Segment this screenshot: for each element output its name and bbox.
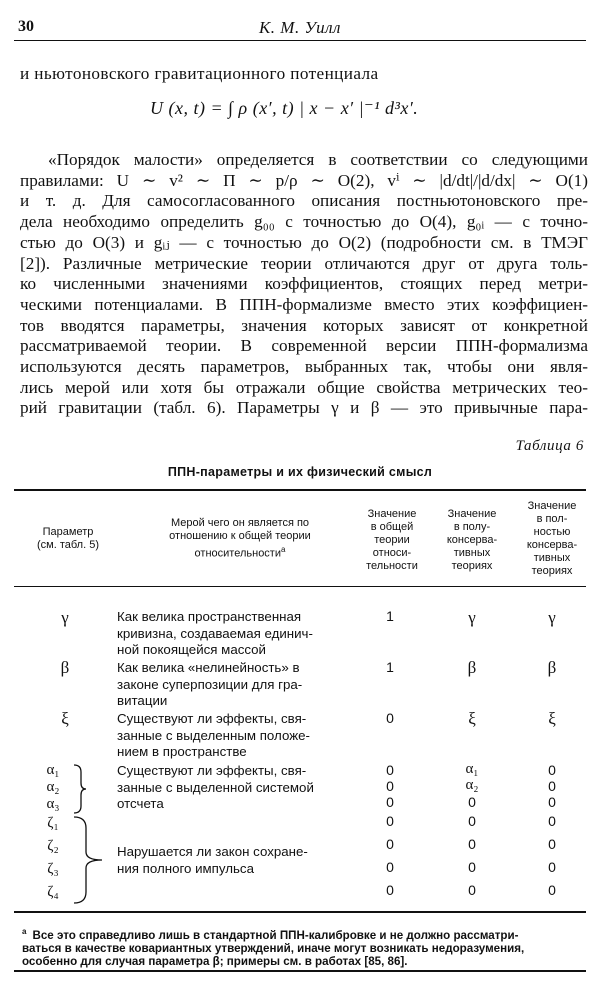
symbol-zeta4: ζ₄	[47, 884, 59, 900]
intro-line: и ньютоновского гравитационного потенциала	[20, 64, 379, 83]
value-gr-alpha3: 0	[386, 794, 394, 810]
running-head-author: К. М. Уилл	[259, 18, 341, 37]
value-full-alpha2: 0	[548, 778, 556, 794]
table-top-rule	[14, 489, 586, 491]
footnote-marker: а	[22, 927, 27, 936]
footnote-ref: а	[281, 545, 286, 554]
row-desc-beta: Как велика «нелинейность» в законе суперпозиции для гра- витации	[117, 660, 303, 708]
page-header	[14, 18, 586, 41]
symbol-gamma: γ	[61, 608, 69, 627]
paragraph-line: стью до O(3) и gᵢⱼ — с точностью до O(2) (подробности см. в ТМЭГ	[20, 232, 588, 252]
value-gr-gamma: 1	[386, 608, 394, 624]
paragraph-line: тов вводятся параметры, значения которых зависят от конкретной	[20, 315, 588, 335]
value-gr-zeta1: 0	[386, 813, 394, 829]
value-semi-beta: β	[467, 658, 477, 677]
value-semi-gamma: γ	[468, 608, 476, 627]
paragraph-line: используются десять параметров, выбранных так, чтобы они явля-	[20, 357, 588, 377]
table-header-rule	[14, 586, 586, 587]
paragraph-line: рассматриваемой теории. В современной версии ППН-формализма	[20, 336, 588, 356]
value-full-zeta4: 0	[548, 882, 556, 898]
symbol-zeta1: ζ₁	[47, 815, 59, 831]
symbol-zeta2: ζ₂	[47, 838, 59, 854]
value-gr-zeta2: 0	[386, 836, 394, 852]
value-semi-zeta1: 0	[468, 813, 476, 829]
paragraph-line: правилами: U ∼ v² ∼ Π ∼ p/ρ ∼ O(2), vⁱ ∼ |d/dt|/|d/dx| ∼ O(1)	[20, 170, 588, 190]
potential-formula: U (x, t) = ∫ ρ (x′, t) | x − x′ |⁻¹ d³x′.	[150, 98, 419, 118]
paragraph-line: «Порядок малости» определяется в соответствии со следующими	[48, 150, 588, 169]
symbol-beta: β	[60, 658, 70, 677]
row-desc-xi: Существуют ли эффекты, свя- занные с выделенным положе- нием в пространстве	[117, 711, 310, 759]
value-semi-zeta3: 0	[468, 859, 476, 875]
value-full-zeta2: 0	[548, 836, 556, 852]
table-footnote: $^а$ Все это справедливо лишь в стандартной ППН-калибровке и не должно рассматри- ваться в качестве ковариантных утверждений, иначе могут возникать недоразумения, особенно для случая параметра β; примеры см. в работах [85, 86].	[22, 927, 525, 969]
header-fully-conservative: Значение в пол- ностью консерва- тивных теориях	[526, 500, 578, 577]
value-full-alpha3: 0	[548, 794, 556, 810]
value-semi-alpha1: α₁	[465, 761, 479, 777]
value-semi-zeta2: 0	[468, 836, 476, 852]
row-desc-zeta: Нарушается ли закон сохране- ния полного импульса	[117, 844, 308, 876]
header-general-relativity: Значение в общей теории относи- тельности	[366, 508, 418, 572]
value-full-xi: ξ	[548, 709, 556, 728]
symbol-alpha1: α₁	[46, 762, 60, 778]
zeta-brace	[72, 816, 112, 904]
value-gr-beta: 1	[386, 659, 394, 675]
value-gr-zeta4: 0	[386, 882, 394, 898]
paragraph-line: [2]). Различные метрические теории отличаются друг от друга толь-	[20, 253, 588, 273]
value-semi-zeta4: 0	[468, 882, 476, 898]
value-semi-alpha2: α₂	[465, 777, 479, 793]
table-title: ППН-параметры и их физический смысл	[167, 465, 433, 479]
symbol-xi: ξ	[61, 709, 69, 728]
value-gr-alpha1: 0	[386, 762, 394, 778]
alpha-brace	[72, 764, 88, 814]
value-semi-xi: ξ	[468, 709, 476, 728]
paragraph-line: лись мерой или хотя бы отражали общие свойства метрических тео-	[20, 377, 588, 397]
paragraph-line: и т. д. Для самосогласованного описания постньютоновского пре-	[20, 191, 588, 211]
body-paragraph	[20, 150, 588, 419]
value-gr-xi: 0	[386, 710, 394, 726]
value-full-zeta3: 0	[548, 859, 556, 875]
row-desc-gamma: Как велика пространственная кривизна, создаваемая единич- ной покоящейся массой	[117, 609, 313, 657]
header-parameter: Параметр (см. табл. 5)	[37, 526, 99, 551]
header-semi-conservative: Значение в полу- консерва- тивных теориях	[446, 508, 498, 572]
paragraph-line: дела необходимо определить g₀₀ с точностью до O(4), g₀ᵢ — с точно-	[20, 212, 588, 232]
row-desc-alpha: Существуют ли эффекты, свя- занные с выделенной системой отсчета	[117, 763, 314, 811]
value-gr-alpha2: 0	[386, 778, 394, 794]
paragraph-line: рий гравитации (табл. 6). Параметры γ и β — это привычные пара-	[20, 398, 588, 418]
symbol-alpha3: α₃	[46, 796, 60, 812]
value-semi-alpha3: 0	[468, 794, 476, 810]
header-measure: Мерой чего он является по отношению к общей теории относительности$^а$	[169, 517, 311, 560]
paragraph-line: ко численными значениями коэффициентов, стоящих перед метри-	[20, 274, 588, 294]
value-full-alpha1: 0	[548, 762, 556, 778]
table-label: Таблица 6	[515, 438, 584, 454]
symbol-alpha2: α₂	[46, 779, 60, 795]
symbol-zeta3: ζ₃	[47, 861, 59, 877]
value-gr-zeta3: 0	[386, 859, 394, 875]
value-full-gamma: γ	[548, 608, 556, 627]
value-full-zeta1: 0	[548, 813, 556, 829]
table-bottom-rule	[14, 911, 586, 913]
page-bottom-rule	[14, 970, 586, 972]
value-full-beta: β	[547, 658, 557, 677]
paragraph-line: ческими потенциалами. В ППН-формализме вместо этих коэффициен-	[20, 294, 588, 314]
page-number: 30	[18, 18, 34, 35]
